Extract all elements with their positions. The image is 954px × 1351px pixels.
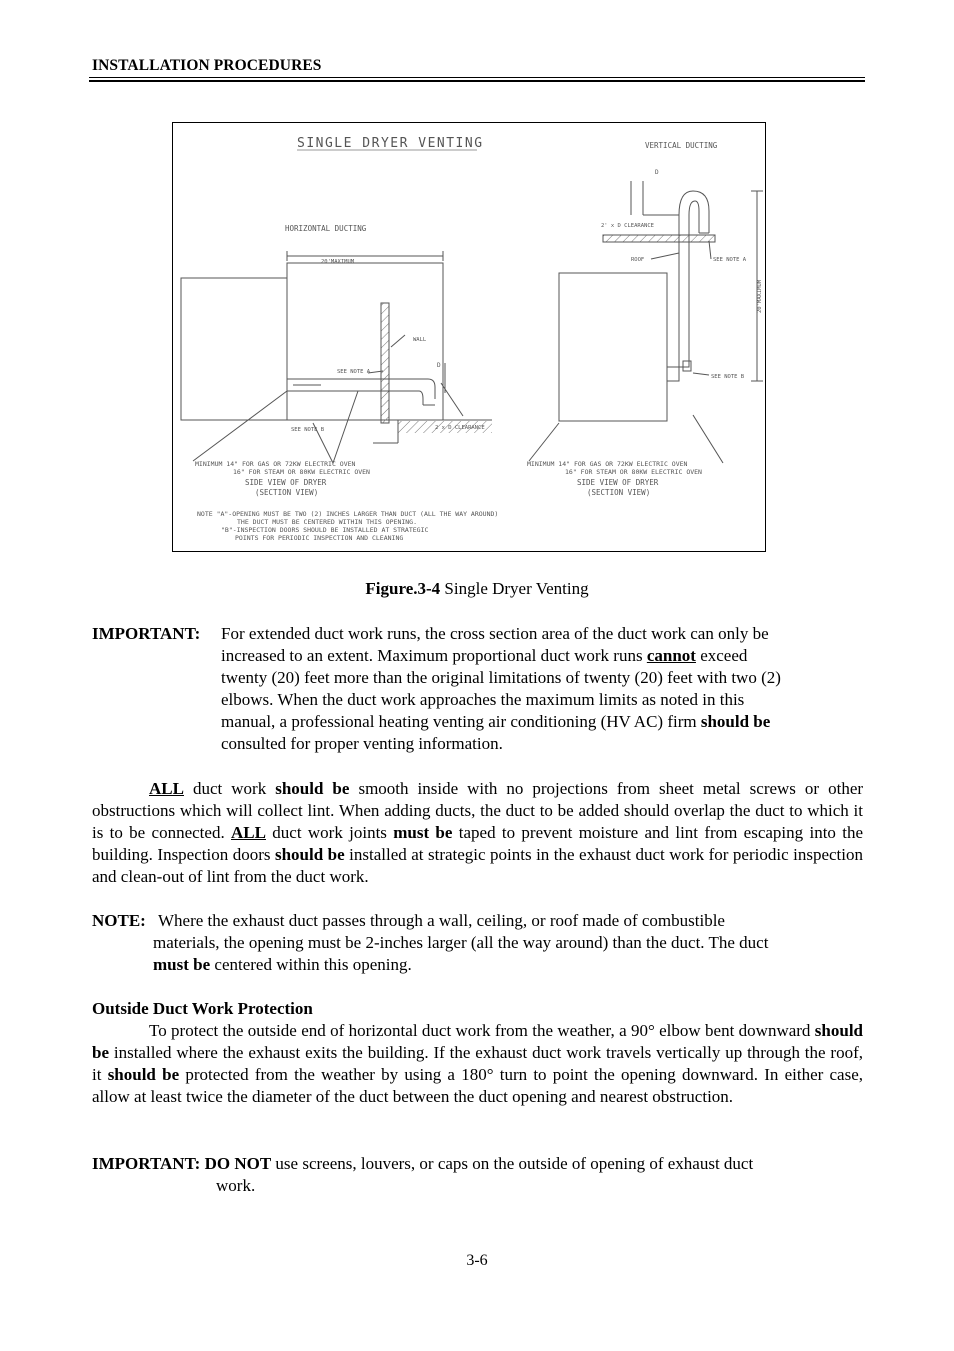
para-text-4: taped to prevent moisture and lint from escaping into the building. Inspection doors: [92, 823, 863, 864]
figure-number: Figure.3-4: [365, 579, 441, 598]
see-note-a-horizontal: SEE NOTE A: [337, 369, 371, 375]
note-line2: materials, the opening must be 2-inches larger (all the way around) than the duct. The duct: [153, 933, 769, 952]
wall: [381, 303, 389, 423]
side-left-line1: SIDE VIEW OF DRYER: [245, 478, 327, 487]
outside-text-1: To protect the outside end of horizontal duct work from the weather, a 90° elbow bent downward: [149, 1021, 811, 1040]
header-rule-thick: [89, 80, 865, 82]
roof-label: ROOF: [631, 257, 645, 263]
d-label-horizontal: D: [437, 362, 441, 369]
should-be-emphasis: should be: [700, 712, 771, 731]
wall-label: WALL: [413, 337, 427, 343]
figure-note-3: "B"-INSPECTION DOORS SHOULD BE INSTALLED AT STRATEGIC: [221, 526, 429, 534]
venting-figure: [172, 122, 766, 552]
important1-line5-text: manual, a professional heating venting air conditioning (HV AC) firm: [221, 712, 697, 731]
figure-caption-text: Single Dryer Venting: [444, 579, 589, 598]
figure-caption: [0, 579, 954, 599]
important1-line5: [221, 711, 861, 733]
header-rule: [89, 77, 865, 78]
para-bold-1: should be: [275, 779, 350, 798]
para-text-3: duct work joints: [272, 823, 387, 842]
important1-line2-end: exceed: [700, 646, 748, 665]
note-line3-text: centered within this opening.: [214, 955, 412, 974]
max-20-horizontal: 20'MAXIMUM: [321, 259, 355, 265]
see-note-b-horizontal: SEE NOTE B: [291, 427, 325, 433]
important-label-2: IMPORTANT:: [92, 1154, 201, 1173]
outside-bold-1: should be: [92, 1021, 863, 1062]
important2-line2: work.: [216, 1176, 256, 1195]
important1-line1: For extended duct work runs, the cross section area of the duct work can only be: [221, 624, 769, 643]
horizontal-ducting-label: HORIZONTAL DUCTING: [285, 224, 367, 233]
important1-line4: elbows. When the duct work approaches the maximum limits as noted in this: [221, 690, 745, 709]
figure-title: SINGLE DRYER VENTING: [297, 136, 484, 151]
para-text-1: duct work: [192, 779, 267, 798]
important1-line3: twenty (20) feet more than the original limitations of twenty (20) feet with two (2): [221, 668, 781, 687]
duct-work-paragraph: [92, 778, 863, 888]
right-dryer: [559, 273, 667, 421]
important1-line2: [221, 645, 861, 667]
max-20-vertical: 20'MAXIMUM: [757, 279, 763, 313]
important-label-1: IMPORTANT:: [92, 624, 201, 643]
min-right-line1: MINIMUM 14" FOR GAS OR 72KW ELECTRIC OVEN: [527, 460, 688, 468]
clearance-vertical: 2' x D CLEARANCE: [601, 223, 654, 229]
para-bold-3: should be: [274, 845, 345, 864]
all-emphasis-1: ALL: [149, 779, 184, 798]
important-block-1: [221, 623, 861, 755]
important-block-2: [92, 1153, 862, 1175]
left-adjacent-dryer: [181, 278, 287, 420]
outside-protection-paragraph: [92, 1020, 863, 1108]
note-label: NOTE:: [92, 911, 146, 930]
all-emphasis-2: ALL: [231, 823, 266, 842]
cannot-emphasis: cannot: [646, 646, 696, 665]
important1-line6: consulted for proper venting information.: [221, 734, 503, 753]
important1-line2-text: increased to an extent. Maximum proportional duct work runs: [221, 646, 643, 665]
see-note-a-vertical: SEE NOTE A: [713, 257, 747, 263]
side-left-line2: (SECTION VIEW): [255, 488, 319, 497]
para-text-5: installed at strategic points in the exhaust duct work for periodic inspection and clean-out of lint from the duct work.: [92, 845, 863, 886]
clearance-horizontal: 2 x D CLEARANCE: [435, 425, 485, 431]
min-left-line1: MINIMUM 14" FOR GAS OR 72KW ELECTRIC OVEN: [195, 460, 356, 468]
outside-text-3: protected from the weather by using a 180° turn to point the opening downward. In either case, allow at least twice the diameter of the duct between the duct opening and nearest obstruction.: [92, 1065, 864, 1106]
page-number: 3-6: [466, 1252, 488, 1269]
para-text-2: smooth inside with no projections from sheet metal screws or other obstructions which will collect lint. When adding ducts, the duct to be added should overlap the duct to which it is to be connected.: [92, 779, 864, 842]
figure-note-4: POINTS FOR PERIODIC INSPECTION AND CLEANING: [235, 534, 404, 542]
note-line3: [153, 954, 858, 976]
page-header: INSTALLATION PROCEDURES: [92, 57, 322, 74]
figure-note-1: NOTE "A"-OPENING MUST BE TWO (2) INCHES LARGER THAN DUCT (ALL THE WAY AROUND): [197, 510, 499, 518]
see-note-b-vertical: SEE NOTE B: [711, 374, 745, 380]
min-left-line2: 16" FOR STEAM OR 80KW ELECTRIC OVEN: [233, 468, 370, 476]
note-line1: Where the exhaust duct passes through a wall, ceiling, or roof made of combustible: [158, 911, 725, 930]
side-right-line2: (SECTION VIEW): [587, 488, 651, 497]
figure-note-2: THE DUCT MUST BE CENTERED WITHIN THIS OPENING.: [237, 518, 418, 526]
para-bold-2: must be: [393, 823, 453, 842]
venting-diagram: [173, 123, 767, 553]
outside-text-2: installed where the exhaust exits the building. If the exhaust duct work travels vertically up through the roof, it: [92, 1043, 864, 1084]
important2-line1: use screens, louvers, or caps on the outside of opening of exhaust duct: [275, 1154, 754, 1173]
note-must-be: must be: [153, 955, 211, 974]
vertical-ducting-label: VERTICAL DUCTING: [645, 141, 718, 150]
roof-hatch: [603, 235, 715, 242]
do-not-emphasis: DO NOT: [204, 1154, 272, 1173]
outside-protection-heading: Outside Duct Work Protection: [92, 999, 313, 1018]
side-right-line1: SIDE VIEW OF DRYER: [577, 478, 659, 487]
d-label-vertical: D: [655, 169, 659, 176]
outside-bold-2: should be: [107, 1065, 180, 1084]
min-right-line2: 16" FOR STEAM OR 80KW ELECTRIC OVEN: [565, 468, 702, 476]
